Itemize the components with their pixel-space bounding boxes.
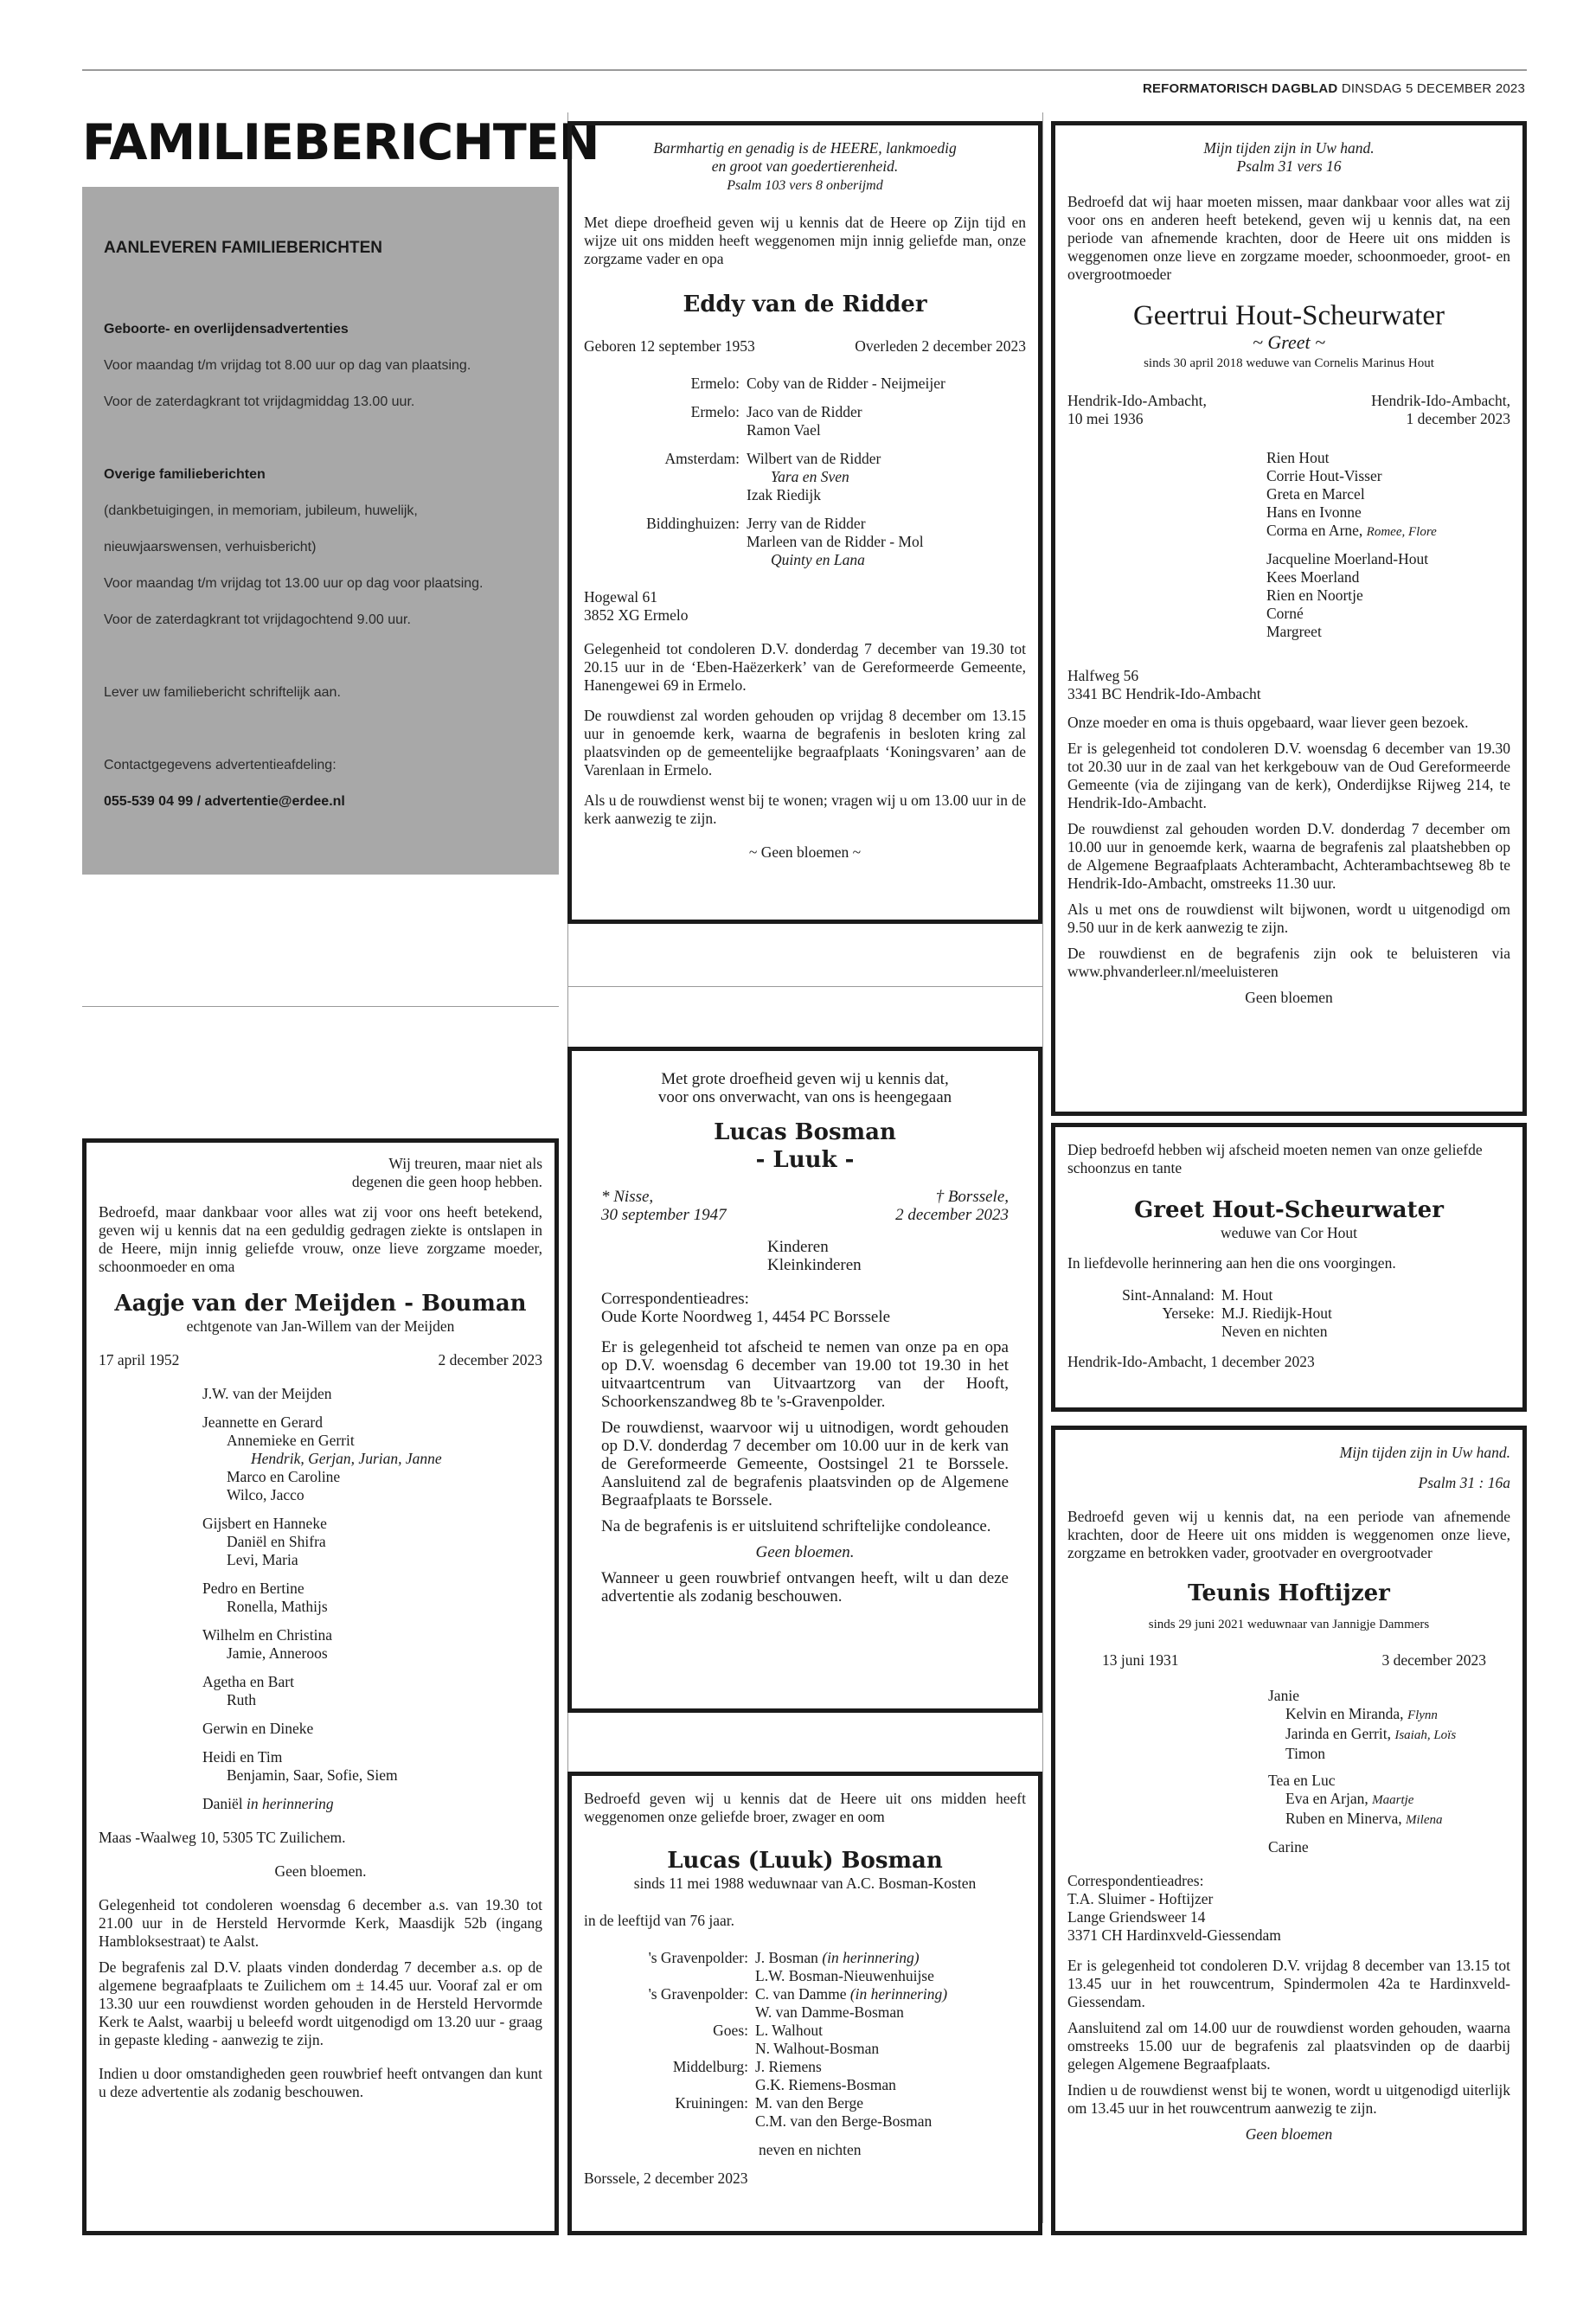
family-member: Jeannette en Gerard — [202, 1413, 323, 1431]
place-label: Biddinghuizen: — [646, 515, 740, 532]
family-member: Hendrik, Gerjan, Jurian, Janne — [251, 1450, 442, 1467]
address-line: 3341 BC Hendrik-Ido-Ambacht — [1067, 685, 1261, 702]
family-member: Agetha en Bart — [202, 1673, 294, 1690]
address-line: 3852 XG Ermelo — [584, 606, 689, 624]
member-name: J. Bosman — [755, 1949, 823, 1966]
place-date: Borssele, 2 december 2023 — [584, 2170, 748, 2187]
death-date: Overleden 2 december 2023 — [855, 337, 1026, 355]
family-names — [755, 2022, 1026, 2058]
family-line: Kleinkinderen — [767, 1256, 862, 1274]
verse-line: Mijn tijden zijn in Uw hand. — [1203, 139, 1375, 157]
birth-date: 13 juni 1931 — [1102, 1651, 1179, 1669]
family-member: Coby van de Ridder - Neijmeijer — [747, 375, 945, 392]
family-member: Corrie Hout-Visser — [1266, 467, 1382, 484]
family-group — [619, 1985, 1026, 2022]
family-names — [755, 1985, 1026, 2022]
newspaper-name: REFORMATORISCH DAGBLAD — [1142, 81, 1338, 96]
family-group — [601, 375, 1026, 393]
death-place: † Borssele, — [935, 1188, 1009, 1206]
family-member: Corné — [1266, 605, 1304, 622]
intro-line: Met grote droefheid geven wij u kennis dat, — [661, 1070, 949, 1088]
birth-date: 10 mei 1936 — [1067, 410, 1144, 427]
member-name: C.M. van den Berge-Bosman — [755, 2112, 933, 2130]
info-heading: AANLEVEREN FAMILIEBERICHTEN — [104, 239, 382, 257]
deceased-name: Lucas (Luuk) Bosman — [667, 1848, 943, 1874]
info-deliver: Lever uw familiebericht schriftelijk aan. — [104, 685, 341, 700]
family-member: J.W. van der Meijden — [202, 1385, 332, 1402]
family-member: Jaco van de Ridder — [747, 403, 862, 420]
correspondence-address: Oude Korte Noordweg 1, 4454 PC Borssele — [601, 1308, 891, 1326]
family-member — [755, 2112, 1026, 2131]
family-line: Kinderen — [767, 1238, 829, 1256]
family-member: Gerwin en Dineke — [202, 1720, 314, 1737]
service-info: De rouwdienst zal gehouden worden D.V. donderdag 7 december om 10.00 uur in genoemde kerk, waarna de begrafenis zal plaatshebben op de Algemene Begraafplaats Achterambacht, Achterambachtseweg 8b te Hendrik-Ido-Ambacht, omstreeks 11.30 uur. — [1067, 820, 1510, 892]
place-label: Goes: — [713, 2022, 748, 2039]
grandchildren: Flynn — [1407, 1708, 1438, 1722]
family-group-2 — [1067, 550, 1510, 641]
family-group — [202, 1580, 542, 1616]
service-info: De rouwdienst, waarvoor wij u uitnodigen, wordt gehouden op D.V. donderdag 7 december om 10.00 uur in de kerk van de Gereformeerde Gemeente, Oostsingel 21 te Borssele. Aansluitend zal de begrafenis plaatsvinden op de Algemene Begraafplaats te Borssele. — [601, 1419, 1009, 1509]
farewell-info: Er is gelegenheid tot afscheid te nemen van onze pa en opa op D.V. woensdag 6 december van 19.00 tot 19.30 in het uitvaartcentrum van Uitvaartzorg van der Hooft, Schoorkenszandweg 8b te 's-Gravenpolder. — [601, 1338, 1009, 1411]
family-list — [1067, 1286, 1510, 1341]
grandchildren: Romee, Flore — [1366, 525, 1437, 539]
family-group — [1085, 1304, 1510, 1341]
deceased-nickname: - Luuk - — [755, 1147, 855, 1173]
deceased-name: Geertrui Hout-Scheurwater — [1132, 300, 1445, 331]
family-group — [619, 2022, 1026, 2058]
place-label: 's Gravenpolder: — [648, 1985, 748, 2003]
family-member: Izak Riedijk — [747, 486, 822, 503]
verse-line: degenen die geen hoop hebben. — [351, 1173, 542, 1190]
written-condolence: Na de begrafenis is er uitsluitend schriftelijke condoleance. — [601, 1517, 991, 1535]
listen-info: De rouwdienst en de begrafenis zijn ook te beluisteren via www.phvanderleer.nl/meeluisteren — [1067, 945, 1510, 980]
memory-line: In liefdevolle herinnering aan hen die ons voorgingen. — [1067, 1254, 1396, 1272]
family-group — [202, 1515, 542, 1569]
family-names — [755, 2058, 1026, 2094]
family-member: Jacqueline Moerland-Hout — [1266, 550, 1429, 567]
obituary-intro: Bedroefd dat wij haar moeten missen, maar dankbaar voor alles wat zij voor ons en anderen heeft betekend, geven wij u kennis dat, na een periode van afnemende krachten, door de Heere uit ons midden is weggenomen onze lieve en zorgzame moeder, schoonmoeder, groot- en overgrootmoeder — [1067, 193, 1510, 283]
family-names — [1221, 1286, 1510, 1304]
deceased-name: Lucas Bosman — [714, 1119, 896, 1145]
info-line: Voor de zaterdagkrant tot vrijdagmiddag 13.00 uur. — [104, 394, 415, 409]
family-member — [755, 1985, 1026, 2003]
member-name: Jarinda en Gerrit, — [1285, 1725, 1395, 1742]
birth-place: * Nisse, — [601, 1188, 654, 1206]
family-member: Rien en Noortje — [1266, 586, 1363, 604]
family-list — [584, 375, 1026, 569]
family-member: Ronella, Mathijs — [227, 1598, 328, 1615]
family-member: Daniël en Shifra — [227, 1533, 326, 1550]
family-member: M. Hout — [1221, 1286, 1273, 1304]
family-member: Kees Moerland — [1266, 568, 1360, 586]
memory-note: (in herinnering) — [849, 1985, 948, 2003]
member-name: G.K. Riemens-Bosman — [755, 2076, 896, 2093]
verse-reference: Psalm 31 : 16a — [1418, 1474, 1510, 1491]
member-name: W. van Damme-Bosman — [755, 2003, 904, 2021]
address: Maas -Waalweg 10, 5305 TC Zuilichem. — [99, 1829, 346, 1846]
memory-name: Daniël — [202, 1795, 243, 1812]
family-group — [202, 1673, 542, 1709]
obituary-geertrui — [1051, 121, 1527, 1116]
submission-info-box — [82, 187, 559, 875]
deceased-name: Eddy van de Ridder — [683, 292, 927, 317]
family-names — [747, 375, 1026, 393]
verse-line: Mijn tijden zijn in Uw hand. — [1339, 1444, 1510, 1461]
info-line: nieuwjaarswensen, verhuisbericht) — [104, 540, 317, 554]
address-line: Halfweg 56 — [1067, 667, 1139, 684]
family-group — [202, 1413, 542, 1504]
family-member: Jerry van de Ridder — [747, 515, 866, 532]
widow-line: sinds 30 april 2018 weduwe van Cornelis Marinus Hout — [1144, 356, 1434, 370]
family-member: M.J. Riedijk-Hout — [1221, 1304, 1332, 1322]
birth-date: Geboren 12 september 1953 — [584, 337, 755, 355]
obituary-intro: Bedroefd geven wij u kennis dat, na een periode van afnemende krachten, door de Heere uit ons midden is weggenomen onze lieve, zorgzame en betrokken vader, grootvader en overgrootvader — [1067, 1508, 1510, 1561]
family-member: Greta en Marcel — [1266, 485, 1365, 503]
spouse-line: echtgenote van Jan-Willem van der Meijden — [186, 1317, 455, 1335]
family-member: Tea en Luc — [1268, 1772, 1336, 1789]
widow-line: weduwe van Cor Hout — [1221, 1224, 1357, 1241]
member-name: C. van Damme — [755, 1985, 850, 2003]
family-group — [202, 1385, 542, 1403]
attend-info: Als u de rouwdienst wenst bij te wonen; vragen wij u om 13.00 uur in de kerk aanwezig te zijn. — [584, 792, 1026, 827]
family-member — [1268, 1705, 1510, 1725]
family-member: Margreet — [1266, 623, 1322, 640]
no-flowers: Geen bloemen. — [274, 1862, 367, 1880]
place-label: Middelburg: — [672, 2058, 748, 2075]
birth-date: 17 april 1952 — [99, 1351, 180, 1368]
member-name: Kelvin en Miranda, — [1285, 1705, 1407, 1722]
family-member: Ruth — [227, 1691, 257, 1708]
verse-line: en groot van goedertierenheid. — [711, 157, 899, 175]
memory-suffix: in herinnering — [247, 1795, 334, 1812]
grandchildren: Maartje — [1372, 1793, 1414, 1807]
age-line: in de leeftijd van 76 jaar. — [584, 1912, 734, 1929]
family-member: Ramon Vael — [747, 421, 821, 439]
obituary-ridder — [567, 121, 1042, 924]
family-group — [1268, 1772, 1510, 1830]
member-name: N. Walhout-Bosman — [755, 2040, 880, 2057]
column-divider-2 — [1042, 112, 1043, 2223]
info-block2-title: Overige familieberichten — [104, 467, 266, 482]
family-member: Heidi en Tim — [202, 1748, 283, 1766]
family-member — [755, 2094, 1026, 2112]
family-group — [202, 1720, 542, 1738]
obituary-intro: Bedroefd, maar dankbaar voor alles wat zij voor ons heeft betekend, geven wij u kennis dat na een geduldig gedragen ziekte is ontslapen in de Heere, mijn innig geliefde vrouw, onze lieve zorgzame moeder, schoonmoeder en oma — [99, 1203, 542, 1275]
obituary-intro: Diep bedroefd hebben wij afscheid moeten nemen van onze geliefde schoonzus en tante — [1067, 1141, 1483, 1176]
family-member: Hans en Ivonne — [1266, 503, 1362, 521]
correspondence-line: T.A. Sluimer - Hoftijzer — [1067, 1890, 1214, 1907]
no-flowers: Geen bloemen — [1245, 989, 1333, 1006]
family-group — [601, 450, 1026, 504]
family-member: Marco en Caroline — [227, 1468, 341, 1485]
widower-line: sinds 11 mei 1988 weduwnaar van A.C. Bosman-Kosten — [633, 1875, 977, 1892]
family-member: Jamie, Anneroos — [227, 1644, 328, 1662]
family-group — [601, 403, 1026, 439]
birth-date: 30 september 1947 — [601, 1206, 727, 1224]
place-label: Ermelo: — [690, 375, 740, 392]
obituary-intro: Met diepe droefheid geven wij u kennis dat de Heere op Zijn tijd en wijze uit ons midden heeft weggenomen mijn innig geliefde man, onze zorgzame vader en opa — [584, 214, 1026, 267]
family-member — [1268, 1810, 1510, 1830]
family-names — [747, 450, 1026, 504]
family-member: Yara en Sven — [771, 468, 849, 485]
family-member — [755, 1967, 1026, 1985]
family-member — [755, 2076, 1026, 2094]
family-group — [619, 1949, 1026, 1985]
family-member: Wilbert van de Ridder — [747, 450, 881, 467]
family-list — [99, 1385, 542, 1785]
death-place: Hendrik-Ido-Ambacht, — [1371, 392, 1510, 409]
closing-note: Indien u door omstandigheden geen rouwbrief heeft ontvangen dan kunt u deze advertentie als zodanig beschouwen. — [99, 2065, 542, 2100]
obituary-intro: Bedroefd geven wij u kennis dat de Heere uit ons midden heeft weggenomen onze geliefde broer, zwager en oom — [584, 1790, 1026, 1825]
family-member: Janie — [1268, 1687, 1299, 1704]
info-contact: 055-539 04 99 / advertentie@erdee.nl — [104, 794, 345, 809]
family-member: Neven en nichten — [1221, 1323, 1328, 1340]
family-member — [1268, 1790, 1510, 1810]
death-date: 2 december 2023 — [438, 1351, 542, 1368]
grandchildren: Isaiah, Loïs — [1394, 1728, 1457, 1742]
service-info: Aansluitend zal om 14.00 uur de rouwdienst worden gehouden, waarna omstreeks 15.00 uur de begrafenis zal plaatsvinden op de daarbij gelegen Algemene Begraafplaats. — [1067, 2019, 1510, 2073]
attend-info: Indien u de rouwdienst wenst bij te wonen, wordt u uitgenodigd uiterlijk om 13.45 uur in het rouwcentrum aanwezig te zijn. — [1067, 2081, 1510, 2117]
obituary-greet — [1051, 1123, 1527, 1412]
family-member — [755, 2022, 1026, 2040]
verse-line: Barmhartig en genadig is de HEERE, lankmoedig — [653, 139, 957, 157]
family-member: Benjamin, Saar, Sofie, Siem — [227, 1766, 398, 1784]
obituary-teunis — [1051, 1426, 1527, 2235]
deceased-name: Aagje van der Meijden - Bouman — [114, 1291, 527, 1317]
place-date: Hendrik-Ido-Ambacht, 1 december 2023 — [1067, 1353, 1315, 1370]
obituary-meijden — [82, 1138, 559, 2235]
family-group-1 — [1067, 449, 1510, 542]
condolence-info: Er is gelegenheid tot condoleren D.V. woensdag 6 december van 19.30 tot 20.30 uur in de zaal van het kerkgebouw van de Oud Gereformeerde Gemeente (via de zijingang van de kerk), Onderdijkse Rijweg 214, te Hendrik-Ido-Ambacht. — [1067, 740, 1510, 811]
family-member: Pedro en Bertine — [202, 1580, 304, 1597]
no-flowers: Geen bloemen — [1245, 2125, 1333, 2143]
deceased-name: Teunis Hoftijzer — [1188, 1580, 1390, 1606]
family-names — [1221, 1304, 1510, 1341]
family-group — [1085, 1286, 1510, 1304]
family-member — [755, 2040, 1026, 2058]
family-list — [1067, 1687, 1510, 1856]
attend-info: Als u met ons de rouwdienst wilt bijwonen, wordt u uitgenodigd om 9.50 uur in de kerk aanwezig te zijn. — [1067, 901, 1510, 936]
member-name: Eva en Arjan, — [1285, 1790, 1373, 1807]
family-group — [601, 515, 1026, 569]
deceased-name: Greet Hout-Scheurwater — [1134, 1197, 1444, 1223]
family-member: Gijsbert en Hanneke — [202, 1515, 327, 1532]
info-contact-label: Contactgegevens advertentieafdeling: — [104, 758, 337, 772]
info-line: (dankbetuigingen, in memoriam, jubileum, huwelijk, — [104, 503, 418, 518]
info-line: Voor maandag t/m vrijdag tot 13.00 uur op dag voor plaatsing. — [104, 576, 484, 591]
family-group — [202, 1626, 542, 1663]
family-member: Quinty en Lana — [771, 551, 865, 568]
place-label: Kruiningen: — [675, 2094, 748, 2112]
member-name: Timon — [1285, 1745, 1326, 1762]
section-title: FAMILIEBERICHTEN — [82, 114, 599, 171]
family-list — [584, 1949, 1026, 2131]
family-group — [619, 2058, 1026, 2094]
info-line: Voor de zaterdagkrant tot vrijdagochtend 9.00 uur. — [104, 612, 411, 627]
verse-reference: Psalm 103 vers 8 onberijmd — [727, 178, 883, 193]
family-names — [755, 1949, 1026, 1985]
closing-note: Wanneer u geen rouwbrief ontvangen heeft, wilt u dan deze advertentie als zodanig beschouwen. — [601, 1569, 1009, 1606]
nephews-nieces: neven en nichten — [759, 2141, 862, 2158]
place-label: Sint-Annaland: — [1122, 1286, 1215, 1304]
family-names — [755, 2094, 1026, 2131]
member-name: L.W. Bosman-Nieuwenhuijse — [755, 1967, 934, 1984]
place-label: Yerseke: — [1162, 1304, 1215, 1322]
birth-place: Hendrik-Ido-Ambacht, — [1067, 392, 1207, 409]
family-member: Corma en Arne, — [1266, 522, 1367, 539]
verse-line: Wij treuren, maar niet als — [388, 1155, 542, 1172]
info-block1-title: Geboorte- en overlijdensadvertenties — [104, 322, 349, 336]
place-label: 's Gravenpolder: — [648, 1949, 748, 1966]
correspondence-label: Correspondentieadres: — [601, 1290, 749, 1308]
top-rule — [82, 69, 1527, 71]
row-divider-left — [82, 1006, 559, 1007]
no-flowers: ~ Geen bloemen ~ — [748, 843, 862, 861]
family-member: Levi, Maria — [227, 1551, 298, 1568]
family-member — [755, 2058, 1026, 2076]
funeral-info: De begrafenis zal D.V. plaats vinden donderdag 7 december a.s. op de algemene begraafplaats te Zuilichem om ± 14.45 uur. Vooraf zal er om 13.30 uur een rouwdienst worden gehouden in de Hersteld Hervormde Kerk te Aalst, waarbij u beleefd wordt uitgenodigd om 13.20 uur - graag in gepaste kleding - aanwezig te zijn. — [99, 1958, 542, 2048]
member-name: M. van den Berge — [755, 2094, 864, 2112]
family-member: Annemieke en Gerrit — [227, 1432, 355, 1449]
family-names — [747, 403, 1026, 439]
family-group — [202, 1748, 542, 1785]
family-member — [1268, 1725, 1510, 1745]
death-date: 3 december 2023 — [1381, 1651, 1486, 1669]
info-line: Voor maandag t/m vrijdag tot 8.00 uur op dag van plaatsing. — [104, 358, 471, 373]
issue-date: DINSDAG 5 DECEMBER 2023 — [1341, 81, 1525, 96]
place-label: Amsterdam: — [664, 450, 740, 467]
family-member — [755, 1949, 1026, 1967]
address-line: Hogewal 61 — [584, 588, 658, 606]
no-flowers: Geen bloemen. — [755, 1543, 855, 1561]
family-member: Marleen van de Ridder - Mol — [747, 533, 924, 550]
member-name: Ruben en Minerva, — [1285, 1810, 1406, 1827]
family-member: Wilco, Jacco — [227, 1486, 304, 1503]
obituary-bosman-family — [567, 1047, 1042, 1713]
family-member — [1268, 1745, 1510, 1763]
family-member: Rien Hout — [1266, 449, 1330, 466]
place-label: Ermelo: — [690, 403, 740, 420]
condolence-info: Gelegenheid tot condoleren woensdag 6 december a.s. van 19.30 tot 21.00 uur in de Hersteld Hervormde Kerk, Maasdijk 52b (ingang Hambloksestraat) te Aalst. — [99, 1896, 542, 1950]
family-member — [755, 2003, 1026, 2022]
deceased-nickname: ~ Greet ~ — [1252, 331, 1326, 353]
correspondence-label: Correspondentieadres: — [1067, 1872, 1204, 1889]
member-name: J. Riemens — [755, 2058, 822, 2075]
family-group — [619, 2094, 1026, 2131]
family-group — [1268, 1687, 1510, 1763]
home-info: Onze moeder en oma is thuis opgebaard, waar liever geen bezoek. — [1067, 714, 1469, 731]
obituary-bosman-siblings — [567, 1772, 1042, 2235]
family-names — [747, 515, 1026, 569]
family-member: Wilhelm en Christina — [202, 1626, 332, 1644]
condolence-info: Er is gelegenheid tot condoleren D.V. vrijdag 8 december van 13.15 tot 13.45 uur in het rouwcentrum, Spindermolen 42a te Hardinxveld-Giessendam. — [1067, 1957, 1510, 2010]
widower-line: sinds 29 juni 2021 weduwnaar van Jannigje Dammers — [1148, 1618, 1430, 1631]
family-member: Carine — [1268, 1838, 1309, 1856]
death-date: 2 december 2023 — [895, 1206, 1009, 1224]
service-info: De rouwdienst zal worden gehouden op vrijdag 8 december om 13.15 uur in genoemde kerk, waarna de begrafenis in besloten kring zal plaatsvinden op de gemeentelijke begraafplaats ‘Koningsvaren’ aan de Varenlaan in Ermelo. — [584, 707, 1026, 779]
family-group — [1268, 1838, 1510, 1856]
condolence-info: Gelegenheid tot condoleren D.V. donderdag 7 december van 19.30 tot 20.15 uur in de ‘Eben-Haëzerkerk’ van de Gereformeerde Gemeente, Hanengewei 69 in Ermelo. — [584, 640, 1026, 694]
row-divider-middle — [567, 986, 1042, 987]
intro-line: voor ons onverwacht, van ons is heengegaan — [657, 1088, 952, 1106]
grandchildren: Milena — [1406, 1813, 1443, 1827]
member-name: L. Walhout — [755, 2022, 823, 2039]
memory-note: (in herinnering) — [822, 1949, 920, 1966]
correspondence-line: 3371 CH Hardinxveld-Giessendam — [1067, 1926, 1281, 1944]
correspondence-line: Lange Griendsweer 14 — [1067, 1908, 1206, 1926]
verse-reference: Psalm 31 vers 16 — [1236, 157, 1342, 175]
masthead — [1143, 81, 1525, 96]
death-date: 1 december 2023 — [1406, 410, 1510, 427]
